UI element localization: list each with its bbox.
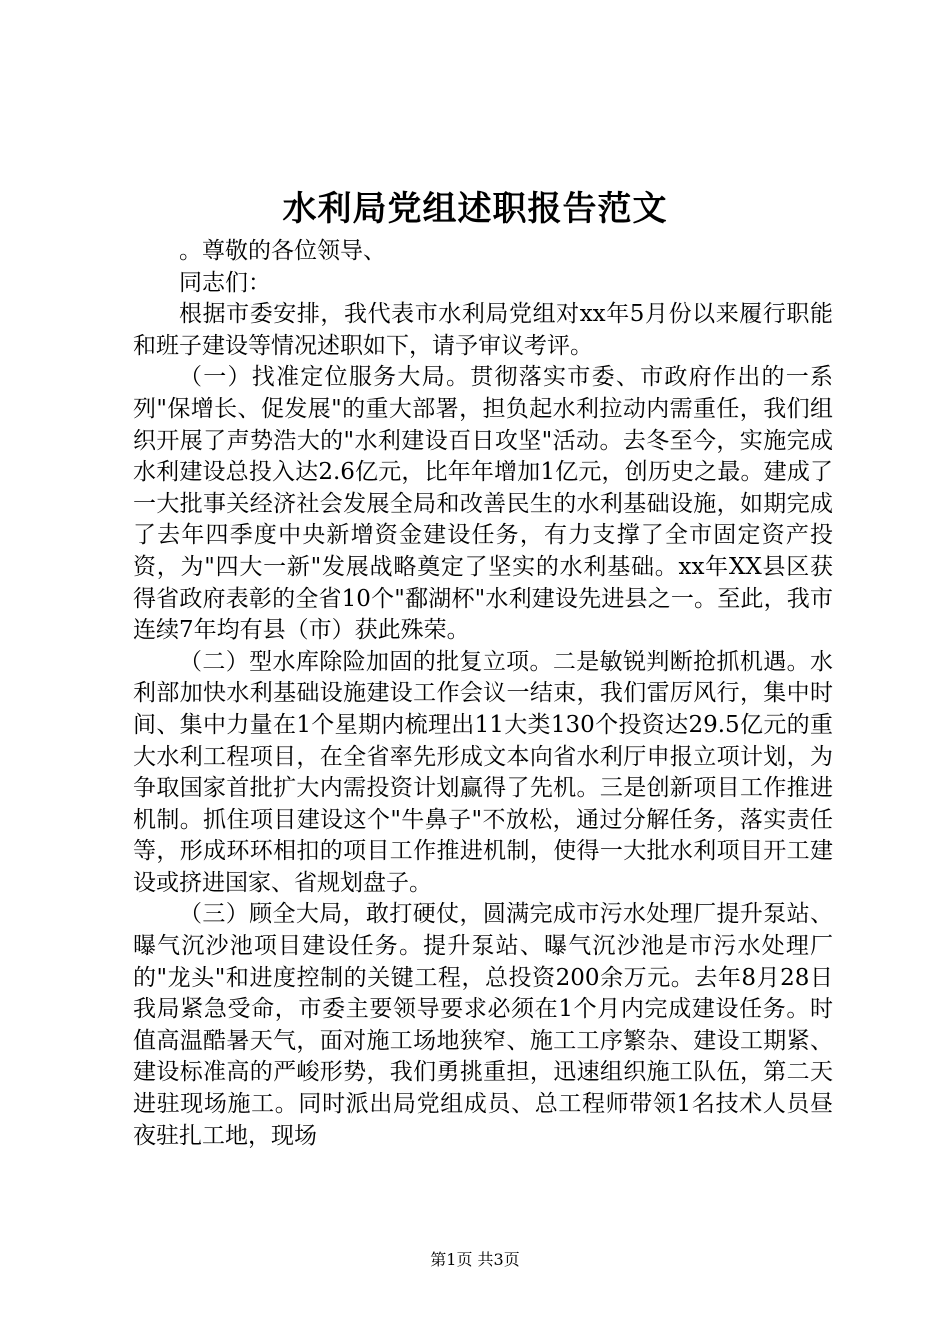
paragraph-section-1: （一）找准定位服务大局。贯彻落实市委、市政府作出的一系列"保增长、促发展"的重大部署，担负起水利拉动内需重任，我们组织开展了声势浩大的"水利建设百日攻坚"活动。去冬至今，实施完成水利建设总投入达2.6亿元，比年年增加1亿元，创历史之最。建成了一大批事关经济社会发展全局和改善民生的水利基础设施，如期完成了去年四季度中央新增资金建设任务，有力支撑了全市固定资产投资，为"四大一新"发展战略奠定了坚实的水利基础。xx年XX县区获得省政府表彰的全省10个"鄱湖杯"水利建设先进县之一。至此，我市连续7年均有县（市）获此殊荣。 xyxy=(133,364,833,644)
page-footer: 第1页 共3页 xyxy=(430,1250,520,1269)
document-body xyxy=(133,236,833,1152)
paragraph-section-3: （三）顾全大局，敢打硬仗，圆满完成市污水处理厂提升泵站、曝气沉沙池项目建设任务。提升泵站、曝气沉沙池是市污水处理厂的"龙头"和进度控制的关键工程，总投资200余万元。去年8月28日我局紧急受命，市委主要领导要求必须在1个月内完成建设任务。时值高温酷暑天气，面对施工场地狭窄、施工工序繁杂、建设工期紧、建设标准高的严峻形势，我们勇挑重担，迅速组织施工队伍，第二天进驻现场施工。同时派出局党组成员、总工程师带领1名技术人员昼夜驻扎工地，现场 xyxy=(133,901,833,1149)
document-title: 水利局党组述职报告范文 xyxy=(282,189,668,229)
salutation-line-2: 同志们： xyxy=(179,269,271,296)
paragraph-intro: 根据市委安排，我代表市水利局党组对xx年5月份以来履行职能和班子建设等情况述职如下，请予审议考评。 xyxy=(133,301,833,359)
salutation-line-1: 。尊敬的各位领导、 xyxy=(179,238,386,264)
paragraph-section-2: （二）型水库除险加固的批复立项。二是敏锐判断抢抓机遇。水利部加快水利基础设施建设工作会议一结束，我们雷厉风行，集中时间、集中力量在1个星期内梳理出11大类130个投资达29.5亿元的重大水利工程项目，在全省率先形成文本向省水利厅申报立项计划，为争取国家首批扩大内需投资计划赢得了先机。三是创新项目工作推进机制。抓住项目建设这个"牛鼻子"不放松，通过分解任务，落实责任等，形成环环相扣的项目工作推进机制，使得一大批水利项目开工建设或挤进国家、省规划盘子。 xyxy=(133,648,833,896)
